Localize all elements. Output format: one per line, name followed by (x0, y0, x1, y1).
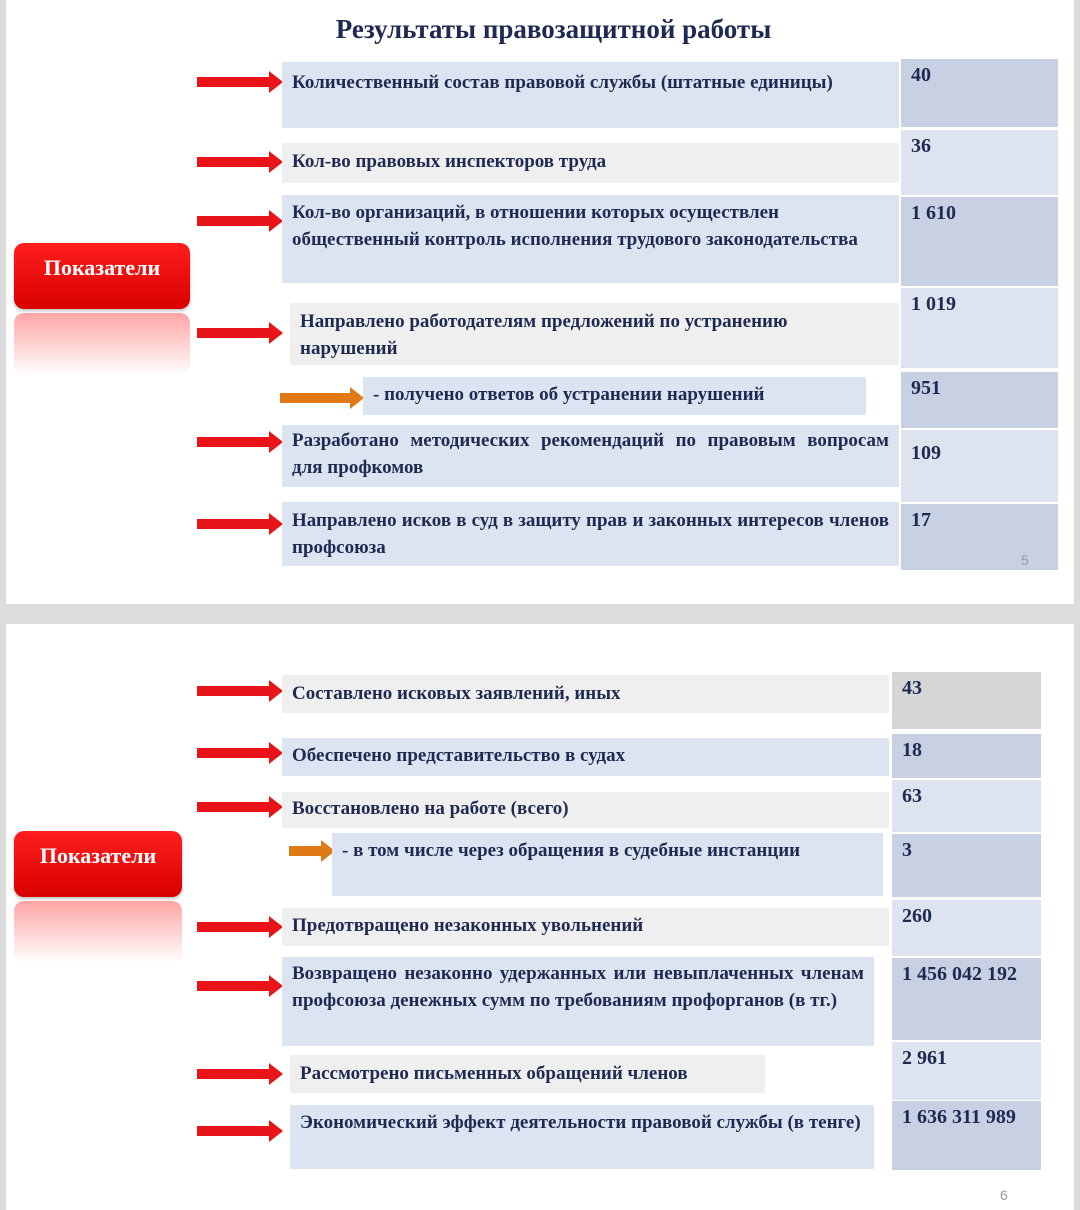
row-value: 951 (901, 372, 1058, 428)
red-arrow-icon (197, 748, 283, 758)
row-label: Восстановлено на работе (всего) (282, 792, 889, 828)
red-arrow-icon (197, 437, 283, 447)
row-label: Обеспечено представительство в судах (282, 738, 889, 776)
row-label: Кол-во правовых инспекторов труда (282, 143, 899, 183)
row-value: 2 961 (892, 1042, 1041, 1100)
slide-6 (6, 624, 1074, 1210)
row-value: 63 (892, 780, 1041, 832)
row-value: 260 (892, 900, 1041, 956)
badge-reflection (14, 313, 190, 375)
badge-reflection (14, 901, 182, 963)
row-value: 1 610 (901, 197, 1058, 286)
row-label: Кол-во организаций, в отношении которых осуществлен общественный контроль исполнения трудового законодательства (282, 195, 899, 283)
row-value: 18 (892, 734, 1041, 778)
row-label: - получено ответов об устранении нарушений (363, 377, 866, 415)
row-label: - в том числе через обращения в судебные инстанции (332, 833, 883, 896)
red-arrow-icon (197, 1126, 283, 1136)
red-arrow-icon (197, 157, 283, 167)
row-label: Предотвращено незаконных увольнений (282, 908, 889, 946)
orange-arrow-icon (280, 393, 364, 403)
red-arrow-icon (197, 328, 283, 338)
row-label: Направлено работодателям предложений по устранению нарушений (290, 303, 899, 365)
row-label: Экономический эффект деятельности правовой службы (в тенге) (290, 1105, 874, 1169)
orange-arrow-icon (289, 846, 335, 856)
row-value: 36 (901, 130, 1058, 195)
row-value: 1 019 (901, 288, 1058, 368)
row-value: 17 (901, 504, 1058, 570)
page-number: 5 (1021, 552, 1029, 568)
red-arrow-icon (197, 686, 283, 696)
row-value: 40 (901, 59, 1058, 127)
page-number: 6 (1000, 1187, 1008, 1203)
red-arrow-icon (197, 802, 283, 812)
row-label: Направлено исков в суд в защиту прав и законных интересов членов профсоюза (282, 502, 899, 566)
red-arrow-icon (197, 77, 283, 87)
row-value: 1 456 042 192 (892, 958, 1041, 1040)
indicators-badge: Показатели (14, 831, 182, 897)
indicators-badge: Показатели (14, 243, 190, 309)
row-label: Количественный состав правовой службы (штатные единицы) (282, 62, 899, 128)
row-label: Рассмотрено письменных обращений членов (290, 1055, 765, 1093)
slide-5 (6, 0, 1074, 604)
red-arrow-icon (197, 519, 283, 529)
row-label: Составлено исковых заявлений, иных (282, 675, 889, 713)
red-arrow-icon (197, 922, 283, 932)
row-label: Разработано методических рекомендаций по правовым вопросам для профкомов (282, 425, 899, 487)
row-value: 3 (892, 834, 1041, 897)
red-arrow-icon (197, 1069, 283, 1079)
red-arrow-icon (197, 981, 283, 991)
row-value: 43 (892, 672, 1041, 729)
red-arrow-icon (197, 216, 283, 226)
row-value: 109 (901, 430, 1058, 502)
row-value: 1 636 311 989 (892, 1101, 1041, 1170)
row-label: Возвращено незаконно удержанных или невыплаченных членам профсоюза денежных сумм по требованиям профорганов (в тг.) (282, 957, 874, 1046)
slide-title: Результаты правозащитной работы (335, 14, 772, 44)
